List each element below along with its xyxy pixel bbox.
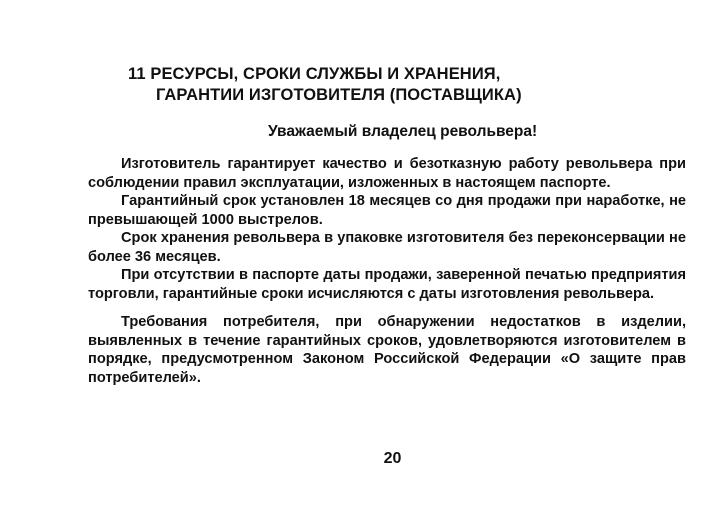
- page-number: 20: [383, 450, 402, 467]
- paragraph-quality-guarantee: Изготовитель гарантирует качество и безотказную работу револьвера при соблюдении правил эксплуатации, изложенных в настоящем паспорте.: [88, 156, 686, 191]
- paragraph-consumer-claims: Требования потребителя, при обнаружении недостатков в изделии, выявленных в течение гарантийных сроков, удовлетворяются изготовителем в порядке, предусмотренном Законом Российской Федерации «О защите прав потребителей».: [88, 314, 686, 386]
- section-number: 11: [128, 65, 146, 83]
- section-title-line2: ГАРАНТИИ ИЗГОТОВИТЕЛЯ (ПОСТАВЩИКА): [156, 86, 522, 104]
- paragraph-sale-date: При отсутствии в паспорте даты продажи, заверенной печатью предприятия торговли, гарантийные сроки исчисляются с даты изготовления револьвера.: [88, 267, 686, 302]
- greeting: Уважаемый владелец револьвера!: [268, 123, 538, 140]
- body-text: [88, 155, 686, 387]
- paragraph-warranty-period: Гарантийный срок установлен 18 месяцев со дня продажи при наработке, не превышающей 1000 выстрелов.: [88, 193, 686, 228]
- paragraph-storage-period: Срок хранения револьвера в упаковке изготовителя без переконсервации не более 36 месяцев.: [88, 230, 686, 265]
- section-heading: [128, 64, 568, 106]
- section-title-line1: РЕСУРСЫ, СРОКИ СЛУЖБЫ И ХРАНЕНИЯ,: [150, 65, 501, 83]
